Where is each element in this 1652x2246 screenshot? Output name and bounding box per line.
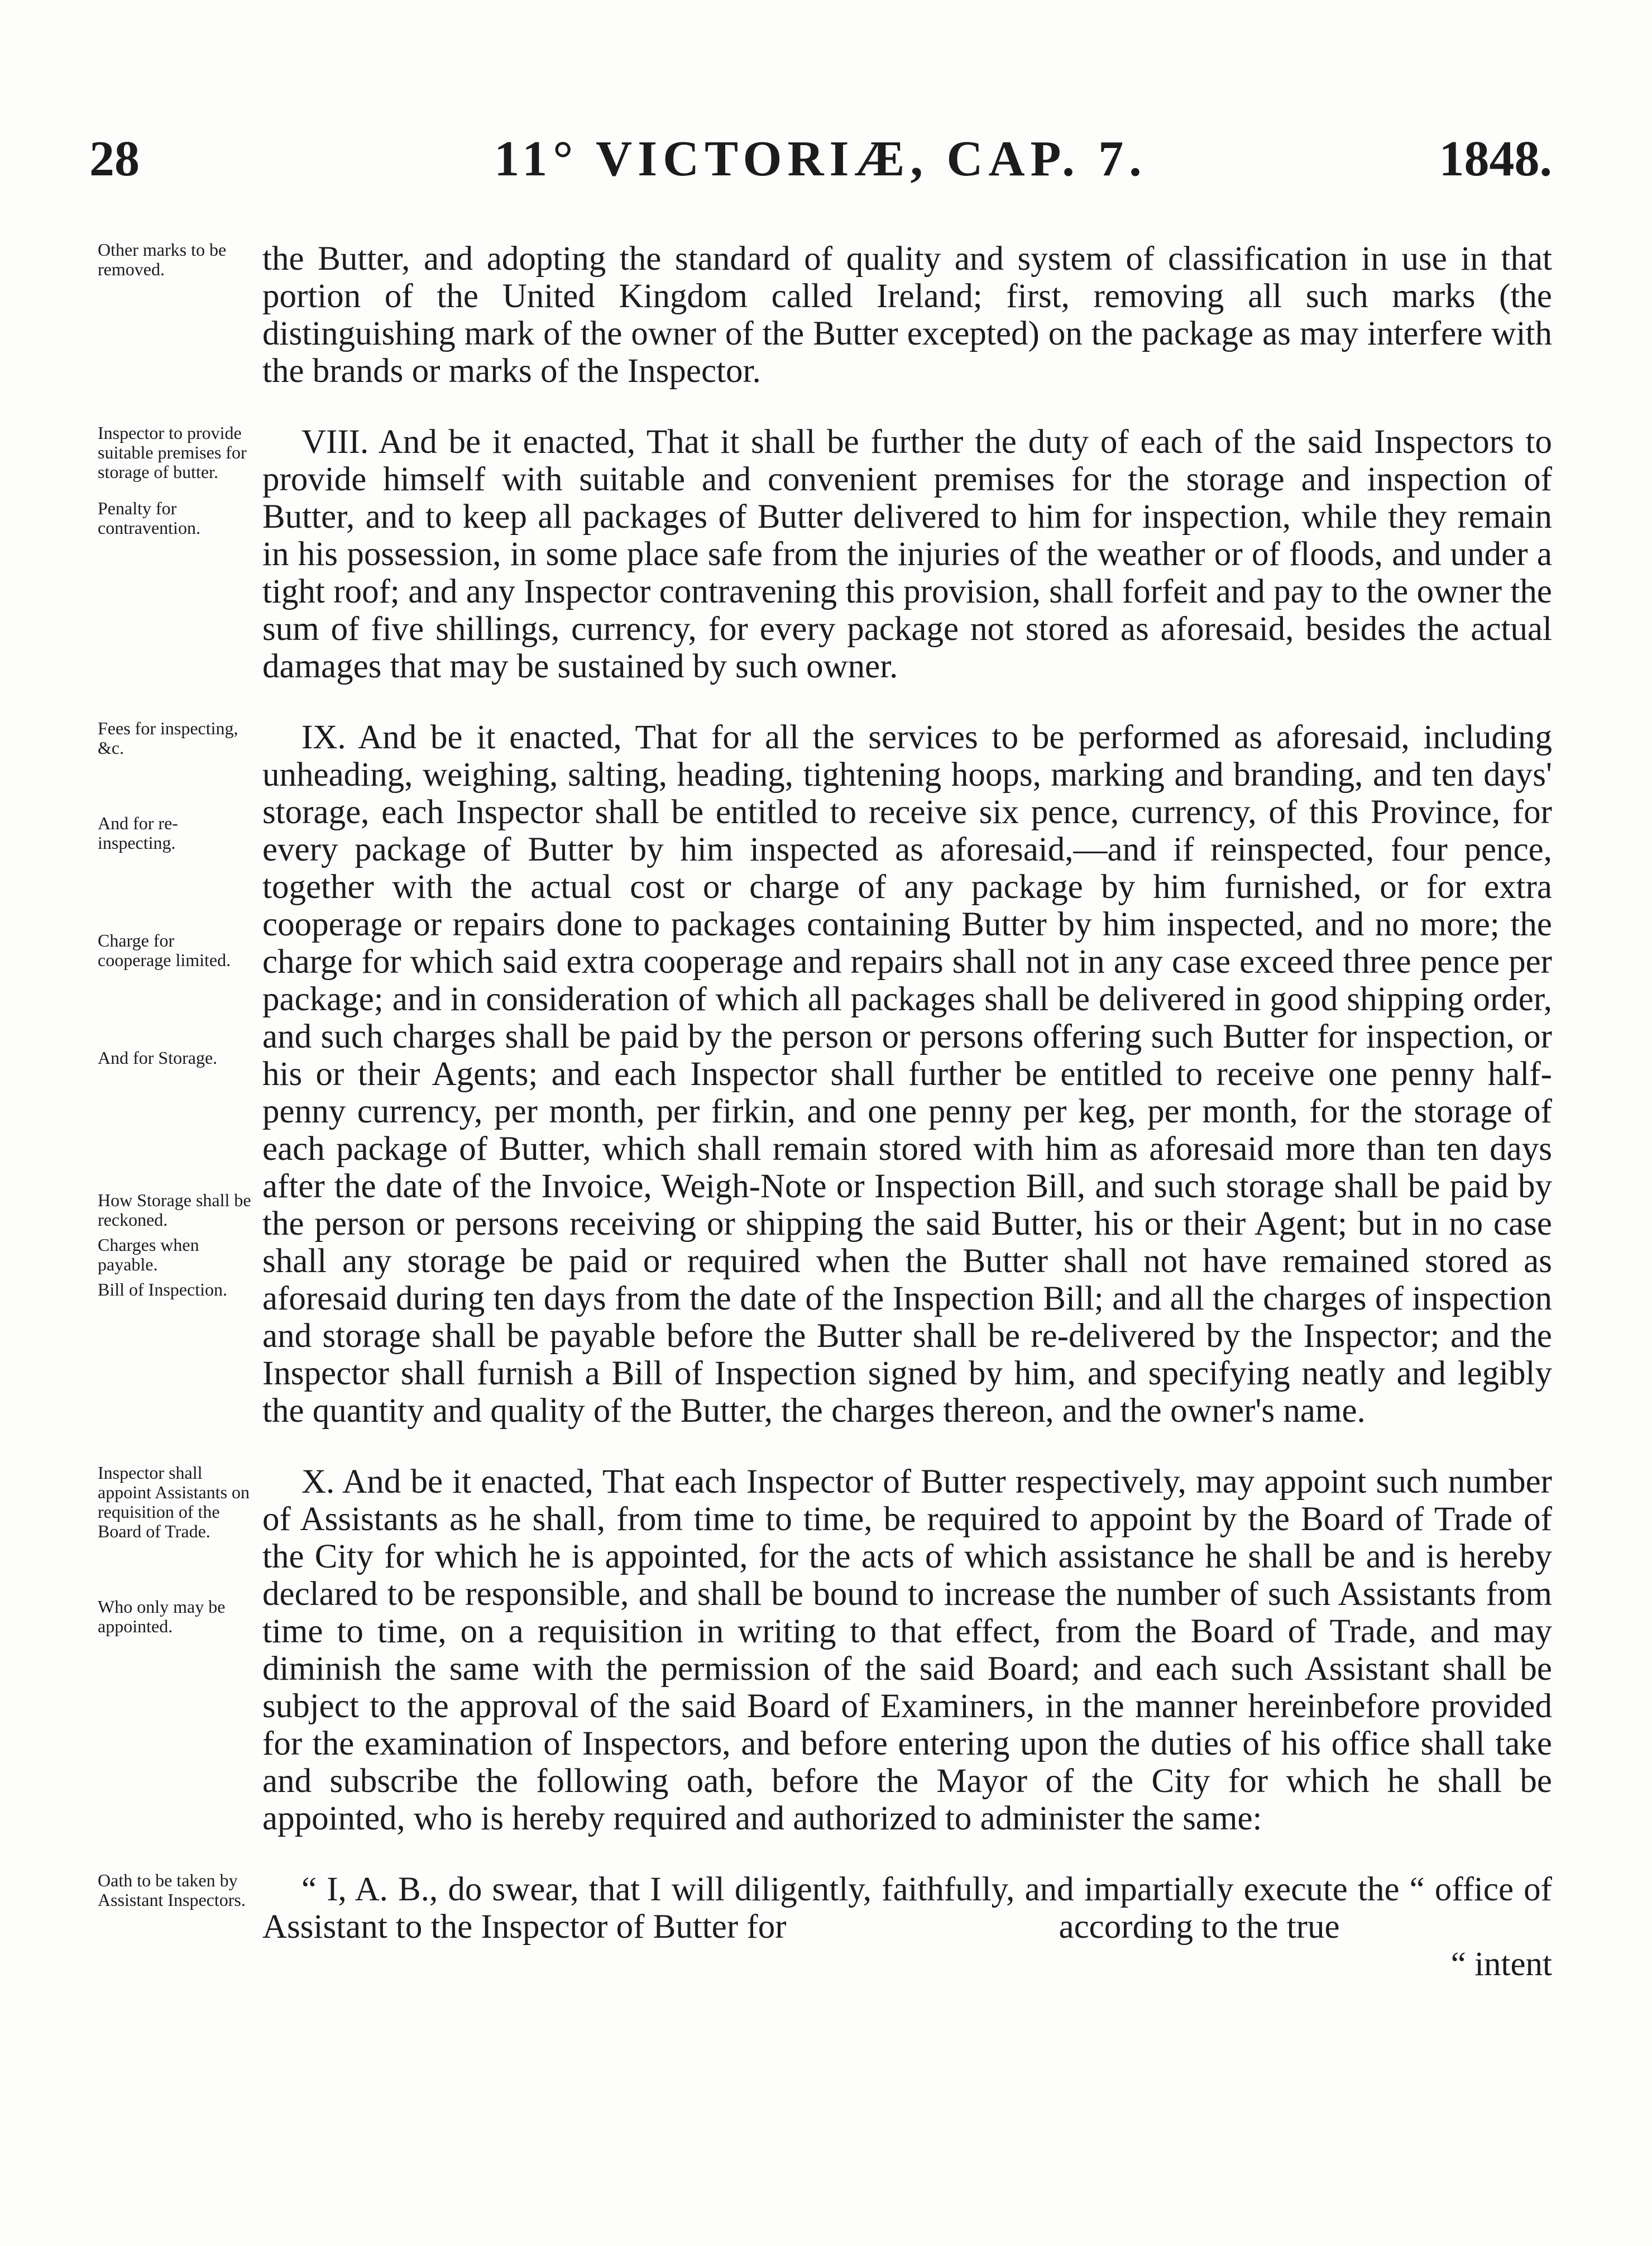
paragraph-text: X. And be it enacted, That each Inspector of Butter respectively, may appoint such number of Assistants as he shall, from time to time, be required to appoint by the Board of Trade of the City for which he is appointed, for the acts of which assistance he shall be and is hereby declared to be responsible, and shall be bound to increase the number of such Assistants from time to time, on a requisition in writing to that effect, from the Board of Trade, and may diminish the same with the permission of the said Board; and each such Assistant shall be subject to the approval of the said Board of Examiners, in the manner hereinbefore provided for the examination of Inspectors, and before entering upon the duties of his office shall take and subscribe the following oath, before the Mayor of the City for which he shall be appointed, who is hereby required and authorized to administer the same: [262,1463,1552,1837]
running-head [89,128,1552,195]
section-x [0,1463,1652,1837]
margin-notes [98,423,251,571]
paragraph-continued [0,240,1652,390]
margin-notes [98,719,251,1333]
margin-note: Bill of Inspection. [98,1279,227,1299]
paragraph-text: “ I, A. B., do swear, that I will diligently, faithfully, and impartially execute the “ office of Assistant to the Inspector of Butter for according to the true [262,1871,1559,1946]
section-viii [0,423,1652,685]
catchword: “ intent [1450,1946,1552,1983]
section-ix [0,719,1652,1430]
margin-note: Fees for inspecting, &c. [98,718,238,758]
year: 1848. [1439,131,1552,187]
margin-notes [98,1871,251,1943]
margin-note: Charge for cooperage limited. [98,930,231,970]
margin-note: Who only may be appointed. [98,1597,226,1636]
paragraph-text: IX. And be it enacted, That for all the services to be performed as aforesaid, including unheading, weighing, salting, heading, tightening hoops, marking and branding, and ten days' storage, each Inspector shall be entitled to receive six pence, currency, of this Province, for every package of Butter by him inspected as aforesaid,—and if reinspected, four pence, together with the actual cost or charge of any package by him furnished, or for extra cooperage or repairs done to packages containing Butter by him inspected, and no more; the charge for which said extra cooperage and repairs shall not in any case exceed three pence per package; and in consideration of which all packages shall be delivered in good shipping order, and such charges shall be paid by the person or persons offering such Butter for inspection, or his or their Agents; and each Inspector shall further be entitled to receive one penny half-penny currency, per month, per firkin, and one penny per keg, per month, for the storage of each package of Butter, which shall remain stored with him as aforesaid more than ten days after the date of the Invoice, Weigh-Note or Inspection Bill, and such storage shall be paid by the person or persons receiving or shipping the said Butter, his or their Agent; but in no case shall any storage be paid or required when the Butter shall not have remained stored as aforesaid during ten days from the date of the Inspection Bill; and all the charges of inspection and storage shall be payable before the Butter shall be re-delivered by the Inspector; and the Inspector shall furnish a Bill of Inspection signed by him, and specifying neatly and legibly the quantity and quality of the Butter, the charges thereon, and the owner's name. [262,719,1552,1430]
margin-note: Charges when payable. [98,1235,199,1274]
paragraph-text: the Butter, and adopting the standard of quality and system of classification in use in that portion of the United Kingdom called Ireland; first, removing all such marks (the distinguishing mark of the owner of the Butter excepted) on the package as may interfere with the brands or marks of the Inspector. [262,240,1552,390]
margin-note: Oath to be taken by Assistant Inspectors. [98,1870,246,1910]
margin-note: How Storage shall be reckoned. [98,1190,251,1230]
page-body [0,240,1652,2016]
margin-notes [98,240,251,313]
margin-note: Inspector to provide suitable premises for storage of butter. [98,423,247,482]
margin-note: Inspector shall appoint Assistants on requisition of the Board of Trade. [98,1463,250,1541]
margin-notes [98,1463,251,1670]
oath-paragraph [0,1871,1652,1983]
running-title: 11° VICTORIÆ, CAP. 7. [494,131,1147,187]
margin-note: And for Storage. [98,1048,218,1068]
paragraph-text: VIII. And be it enacted, That it shall be further the duty of each of the said Inspectors to provide himself with suitable and convenient premises for the storage and inspection of Butter, and to keep all packages of Butter delivered to him for inspection, while they remain in his possession, in some place safe from the injuries of the weather or of floods, and under a tight roof; and any Inspector contravening this provision, shall forfeit and pay to the owner the sum of five shillings, currency, for every package not stored as aforesaid, besides the actual damages that may be sustained by such owner. [262,423,1552,685]
margin-note: Penalty for contravention. [98,498,200,538]
margin-note: And for re-inspecting. [98,813,178,853]
margin-note: Other marks to be removed. [98,240,227,279]
page-number: 28 [89,131,140,187]
